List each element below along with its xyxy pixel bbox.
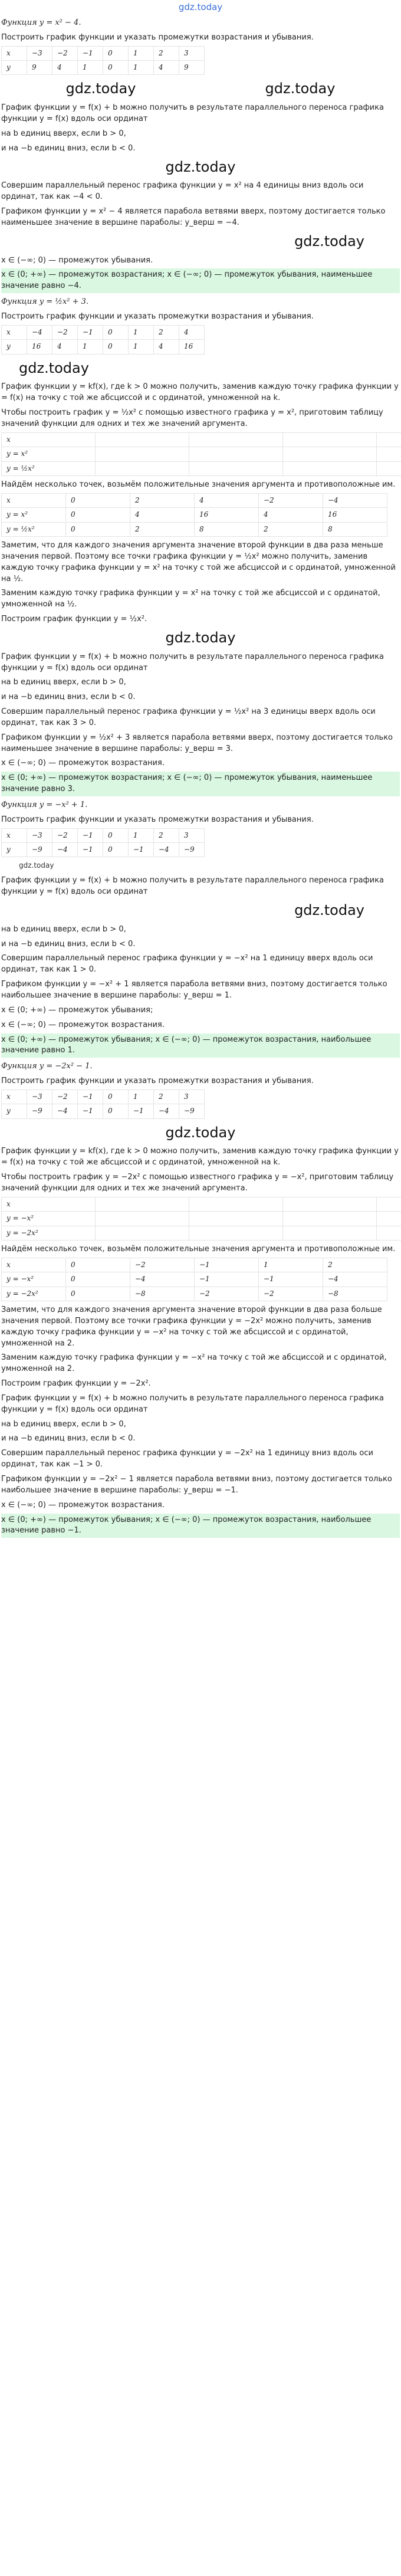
table-cell: y xyxy=(2,61,27,75)
table-cell: 0 xyxy=(103,843,129,857)
section-intro: Построить график функции и указать промежутки возрастания и убывания. xyxy=(1,311,314,321)
table-cell: −2 xyxy=(52,46,78,60)
watermark: gdz.today xyxy=(165,1124,236,1141)
values-table xyxy=(1,1258,387,1301)
table-cell: 4 xyxy=(154,340,179,354)
table-row xyxy=(2,447,401,461)
table-row xyxy=(2,61,205,75)
table-cell: 9 xyxy=(179,61,205,75)
table-cell: −4 xyxy=(154,843,179,857)
section-3 xyxy=(1,800,400,1058)
table-cell xyxy=(189,432,283,447)
values-table xyxy=(1,828,205,858)
table-cell: y = ½x² xyxy=(2,522,66,536)
table-cell: x xyxy=(2,432,96,447)
table-cell: 1 xyxy=(78,61,103,75)
paragraph: Совершим параллельный перенос графика функции y = −x² на 1 единицу вверх вдоль оси ординат, так как 1 > 0. xyxy=(1,954,373,974)
table-cell: 4 xyxy=(259,508,323,522)
watermark: gdz.today xyxy=(294,901,364,918)
paragraph: Графиком функции y = x² − 4 является парабола ветвями вверх, поэтому достигается только наименьшее значение в вершине параболы: y_верш = −4. xyxy=(1,207,386,227)
table-row xyxy=(2,508,387,522)
table-cell xyxy=(377,1197,401,1211)
table-cell: 4 xyxy=(130,508,195,522)
paragraph: Заменим каждую точку графика функции y = x² на точку с той же абсциссой и с ординатой, умноженной на ½. xyxy=(1,589,380,609)
watermark-row xyxy=(1,231,400,252)
table-cell: 1 xyxy=(129,325,154,339)
paragraph: Найдём несколько точек, возьмём положительные значения аргумента и противоположные им. xyxy=(1,1245,396,1253)
table-cell: 1 xyxy=(129,828,154,842)
table-cell xyxy=(189,1212,283,1226)
table-cell xyxy=(96,432,189,447)
table-cell: y = x² xyxy=(2,447,96,461)
table-cell: −1 xyxy=(78,828,103,842)
values-table xyxy=(1,325,205,355)
table-cell: 16 xyxy=(195,508,259,522)
table-row xyxy=(2,340,205,354)
table-cell: y = x² xyxy=(2,508,66,522)
table-cell: −2 xyxy=(52,828,78,842)
table-cell: −1 xyxy=(195,1258,259,1272)
paragraph: Построим график функции y = ½x². xyxy=(1,615,147,624)
table-row xyxy=(2,1226,401,1240)
paragraph: График функции y = kf(x), где k > 0 можно получить, заменив каждую точку графика функции y = f(x) на точку с той же абсциссой и с ординатой, умноженной на k. xyxy=(1,382,399,403)
table-row xyxy=(2,1090,205,1104)
section-4 xyxy=(1,1061,400,1538)
table-cell: −2 xyxy=(259,1287,323,1301)
table-cell: 3 xyxy=(179,46,205,60)
table-cell: 2 xyxy=(130,493,195,507)
paragraph: Графиком функции y = ½x² + 3 является парабола ветвями вверх, поэтому достигается только наименьшее значение в вершине параболы: y_верш = 3. xyxy=(1,733,393,753)
table-cell: 1 xyxy=(129,61,154,75)
table-cell xyxy=(283,432,377,447)
values-table xyxy=(1,432,401,476)
paragraph: Заменим каждую точку графика функции y = −x² на точку с той же абсциссой и с ординатой, умноженной на 2. xyxy=(1,1353,387,1374)
paragraph: и на −b единиц вниз, если b < 0. xyxy=(1,693,136,702)
table-cell: −1 xyxy=(129,1104,154,1118)
section-2 xyxy=(1,297,400,796)
table-cell: 1 xyxy=(129,1090,154,1104)
table-row xyxy=(2,828,205,842)
paragraph: График функции y = f(x) + b можно получить в результате параллельного переноса графика функции y = f(x) вдоль оси ординат xyxy=(1,103,384,124)
table-cell xyxy=(377,432,401,447)
table-cell xyxy=(189,461,283,475)
table-cell: y = −x² xyxy=(2,1212,96,1226)
table-cell xyxy=(377,461,401,475)
table-cell: 1 xyxy=(129,46,154,60)
watermark: gdz.today xyxy=(165,158,236,175)
paragraph: Графиком функции y = −2x² − 1 является парабола ветвями вниз, поэтому достигается только наибольшее значение в вершине параболы: y_верш = −1. xyxy=(1,1474,392,1495)
answer-highlight: x ∈ (0; +∞) — промежуток возрастания; x ∈ (−∞; 0) — промежуток убывания, наименьшее значение равно 3. xyxy=(1,772,400,796)
table-cell: y = −2x² xyxy=(2,1226,96,1240)
table-cell: 16 xyxy=(27,340,52,354)
table-row xyxy=(2,1258,387,1272)
values-table xyxy=(1,1090,205,1119)
table-cell: −9 xyxy=(179,843,205,857)
table-cell: 4 xyxy=(52,340,78,354)
table-cell: 9 xyxy=(27,61,52,75)
table-row xyxy=(2,1272,387,1287)
paragraph: Совершим параллельный перенос графика функции y = x² на 4 единицы вниз вдоль оси ординат, так как −4 < 0. xyxy=(1,181,364,202)
answer-highlight: x ∈ (0; +∞) — промежуток возрастания; x ∈ (−∞; 0) — промежуток убывания, наименьшее значение равно −4. xyxy=(1,268,400,293)
table-row xyxy=(2,432,401,447)
table-cell: 0 xyxy=(103,325,129,339)
paragraph: x ∈ (−∞; 0) — промежуток возрастания. xyxy=(1,759,165,768)
table-cell: 2 xyxy=(323,1258,387,1272)
section-heading: Функция y = x² − 4. xyxy=(1,18,81,27)
watermark: gdz.today xyxy=(19,861,54,870)
table-cell: 16 xyxy=(179,340,205,354)
values-table xyxy=(1,46,205,76)
table-cell: −2 xyxy=(130,1258,195,1272)
table-cell xyxy=(96,461,189,475)
table-cell xyxy=(283,461,377,475)
table-cell: 1 xyxy=(78,340,103,354)
table-row xyxy=(2,1197,401,1211)
table-cell: 2 xyxy=(130,522,195,536)
table-cell: 8 xyxy=(195,522,259,536)
table-cell: x xyxy=(2,828,27,842)
table-cell: 0 xyxy=(66,508,130,522)
table-cell: x xyxy=(2,1197,96,1211)
table-cell: −9 xyxy=(27,843,52,857)
table-cell: −3 xyxy=(27,828,52,842)
table-cell: x xyxy=(2,1258,66,1272)
table-cell: 4 xyxy=(52,61,78,75)
watermark-row xyxy=(1,628,400,648)
table-cell xyxy=(96,1212,189,1226)
table-row xyxy=(2,461,401,475)
table-cell: −9 xyxy=(27,1104,52,1118)
table-cell: −4 xyxy=(323,493,387,507)
table-cell xyxy=(377,1226,401,1240)
paragraph: Чтобы построить график y = −2x² с помощью известного графика y = −x², приготовим таблицу значений функции для одних и тех же значений аргумента. xyxy=(1,1173,394,1193)
table-cell: 0 xyxy=(66,1258,130,1272)
section-heading: Функция y = ½x² + 3. xyxy=(1,297,89,307)
table-cell xyxy=(96,1226,189,1240)
table-cell: 3 xyxy=(179,1090,205,1104)
table-cell: −1 xyxy=(259,1272,323,1287)
table-cell xyxy=(189,1197,283,1211)
table-cell: 0 xyxy=(103,61,129,75)
table-cell: 2 xyxy=(154,828,179,842)
table-cell: y = ½x² xyxy=(2,461,96,475)
table-cell: −8 xyxy=(323,1287,387,1301)
table-row xyxy=(2,1212,401,1226)
paragraph: x ∈ (0; +∞) — промежуток убывания; xyxy=(1,1005,153,1015)
table-cell xyxy=(377,447,401,461)
table-cell: −1 xyxy=(78,843,103,857)
watermark: gdz.today xyxy=(294,232,364,250)
section-intro: Построить график функции и указать промежутки возрастания и убывания. xyxy=(1,815,314,824)
table-cell: −4 xyxy=(130,1272,195,1287)
table-cell: 1 xyxy=(129,340,154,354)
table-cell: x xyxy=(2,46,27,60)
table-cell: x xyxy=(2,1090,27,1104)
table-cell: 0 xyxy=(66,493,130,507)
watermark-row xyxy=(1,1123,400,1143)
table-cell: −1 xyxy=(78,46,103,60)
paragraph: x ∈ (−∞; 0) — промежуток убывания. xyxy=(1,255,153,265)
table-cell: y xyxy=(2,1104,27,1118)
table-cell: 1 xyxy=(259,1258,323,1272)
table-cell: 4 xyxy=(179,325,205,339)
values-table xyxy=(1,1197,401,1241)
paragraph: Чтобы построить график y = ½x² с помощью известного графика y = x², приготовим таблицу значений функции для одних и тех же значений аргумента. xyxy=(1,408,383,428)
table-cell: y xyxy=(2,340,27,354)
section-heading: Функция y = −2x² − 1. xyxy=(1,1062,93,1071)
paragraph: на b единиц вверх, если b > 0, xyxy=(1,1419,126,1429)
paragraph: График функции y = f(x) + b можно получить в результате параллельного переноса графика функции y = f(x) вдоль оси ординат xyxy=(1,1393,384,1414)
watermark-row xyxy=(1,78,400,99)
table-cell: 2 xyxy=(154,325,179,339)
table-cell: 0 xyxy=(103,340,129,354)
table-cell xyxy=(96,1197,189,1211)
paragraph: График функции y = f(x) + b можно получить в результате параллельного переноса графика функции y = f(x) вдоль оси ординат xyxy=(1,876,384,897)
paragraph: Совершим параллельный перенос графика функции y = ½x² на 3 единицы вверх вдоль оси ординат, так как 3 > 0. xyxy=(1,707,376,727)
table-cell: 0 xyxy=(103,1104,129,1118)
table-cell: −2 xyxy=(195,1287,259,1301)
paragraph: Совершим параллельный перенос графика функции y = −2x² на 1 единицу вниз вдоль оси ординат, так как −1 > 0. xyxy=(1,1449,373,1469)
table-cell xyxy=(283,1197,377,1211)
table-cell: 0 xyxy=(66,1272,130,1287)
table-cell: −9 xyxy=(179,1104,205,1118)
section-heading: Функция y = −x² + 1. xyxy=(1,800,88,809)
paragraph: Найдём несколько точек, возьмём положительные значения аргумента и противоположные им. xyxy=(1,480,396,489)
table-cell: 8 xyxy=(323,522,387,536)
table-cell: −2 xyxy=(52,325,78,339)
table-cell: −1 xyxy=(78,1104,103,1118)
table-cell: −2 xyxy=(259,493,323,507)
table-cell: −3 xyxy=(27,46,52,60)
table-cell: y = −2x² xyxy=(2,1287,66,1301)
paragraph: x ∈ (−∞; 0) — промежуток возрастания. xyxy=(1,1020,165,1029)
table-cell: 16 xyxy=(323,508,387,522)
table-cell xyxy=(377,1212,401,1226)
paragraph: x ∈ (−∞; 0) — промежуток возрастания. xyxy=(1,1500,165,1509)
values-table xyxy=(1,493,387,537)
table-cell: 0 xyxy=(66,1287,130,1301)
table-cell: −4 xyxy=(52,843,78,857)
table-cell: x xyxy=(2,493,66,507)
section-intro: Построить график функции и указать промежутки возрастания и убывания. xyxy=(1,1077,314,1086)
table-cell: 2 xyxy=(259,522,323,536)
table-cell: −1 xyxy=(195,1272,259,1287)
watermark: gdz.today xyxy=(265,80,336,97)
table-cell xyxy=(189,1226,283,1240)
watermark: gdz.today xyxy=(65,80,136,97)
table-cell: 4 xyxy=(195,493,259,507)
paragraph: График функции y = f(x) + b можно получить в результате параллельного переноса графика функции y = f(x) вдоль оси ординат xyxy=(1,652,384,672)
table-cell xyxy=(96,447,189,461)
watermark-row xyxy=(1,157,400,178)
table-row xyxy=(2,522,387,536)
watermark-row xyxy=(1,861,400,872)
paragraph: и на −b единиц вниз, если b < 0. xyxy=(1,939,136,949)
table-cell: −2 xyxy=(52,1090,78,1104)
table-cell xyxy=(283,1212,377,1226)
table-cell: −8 xyxy=(130,1287,195,1301)
table-cell: x xyxy=(2,325,27,339)
watermark-row xyxy=(1,900,400,921)
paragraph: Заметим, что для каждого значения аргумента значение второй функции в два раза меньше значения первой. Поэтому все точки графика функции y = ½x² можно получить, заменив каждую точку графика функции y = x² на точку с той же абсциссой и с ординатой, умноженной на ½. xyxy=(1,540,396,583)
paragraph: и на −b единиц вниз, если b < 0. xyxy=(1,143,136,153)
paragraph: График функции y = kf(x), где k > 0 можно получить, заменив каждую точку графика функции y = f(x) на точку с той же абсциссой и с ординатой, умноженной на k. xyxy=(1,1147,399,1167)
table-row xyxy=(2,325,205,339)
table-row xyxy=(2,493,387,507)
table-cell: 0 xyxy=(103,46,129,60)
table-cell: −4 xyxy=(154,1104,179,1118)
site-logo[interactable]: gdz.today xyxy=(178,2,223,12)
section-intro: Построить график функции и указать промежутки возрастания и убывания. xyxy=(1,32,314,42)
paragraph: Графиком функции y = −x² + 1 является парабола ветвями вниз, поэтому достигается только наибольшее значение в вершине параболы: y_верш = 1. xyxy=(1,980,387,1000)
table-cell: 3 xyxy=(179,828,205,842)
table-row xyxy=(2,843,205,857)
table-cell: 0 xyxy=(103,1090,129,1104)
table-cell: −4 xyxy=(323,1272,387,1287)
paragraph: и на −b единиц вниз, если b < 0. xyxy=(1,1434,136,1443)
table-cell xyxy=(283,447,377,461)
table-cell: −3 xyxy=(27,1090,52,1104)
table-cell: 2 xyxy=(154,1090,179,1104)
table-cell: 2 xyxy=(154,46,179,60)
paragraph: Заметим, что для каждого значения аргумента значение второй функции в два раза больше значения первой. Поэтому все точки графика функции y = −2x² можно получить, заменив каждую точку графика функции y = −x² на точку с той же абсциссой и с ординатой, умноженной на 2. xyxy=(1,1305,382,1348)
table-cell: 0 xyxy=(66,522,130,536)
paragraph: на b единиц вверх, если b > 0, xyxy=(1,129,126,138)
section-1 xyxy=(1,18,400,293)
paragraph: на b единиц вверх, если b > 0, xyxy=(1,924,126,934)
table-row xyxy=(2,1104,205,1118)
table-cell: 0 xyxy=(103,828,129,842)
table-cell: −1 xyxy=(78,325,103,339)
table-cell xyxy=(283,1226,377,1240)
answer-highlight: x ∈ (0; +∞) — промежуток убывания; x ∈ (−∞; 0) — промежуток возрастания, наибольшее значение равно 1. xyxy=(1,1033,400,1058)
watermark-row xyxy=(1,358,400,379)
table-cell: y = −x² xyxy=(2,1272,66,1287)
table-cell: −1 xyxy=(78,1090,103,1104)
watermark: gdz.today xyxy=(19,359,89,376)
paragraph: на b единиц вверх, если b > 0, xyxy=(1,678,126,687)
table-row xyxy=(2,1287,387,1301)
table-cell: −4 xyxy=(27,325,52,339)
table-row xyxy=(2,46,205,60)
table-cell: −4 xyxy=(52,1104,78,1118)
watermark: gdz.today xyxy=(165,629,236,646)
paragraph: Построим график функции y = −2x². xyxy=(1,1379,151,1389)
table-cell: −1 xyxy=(129,843,154,857)
table-cell xyxy=(189,447,283,461)
answer-highlight: x ∈ (0; +∞) — промежуток убывания; x ∈ (−∞; 0) — промежуток возрастания, наибольшее значение равно −1. xyxy=(1,1514,400,1538)
table-cell: y xyxy=(2,843,27,857)
table-cell: 4 xyxy=(154,61,179,75)
